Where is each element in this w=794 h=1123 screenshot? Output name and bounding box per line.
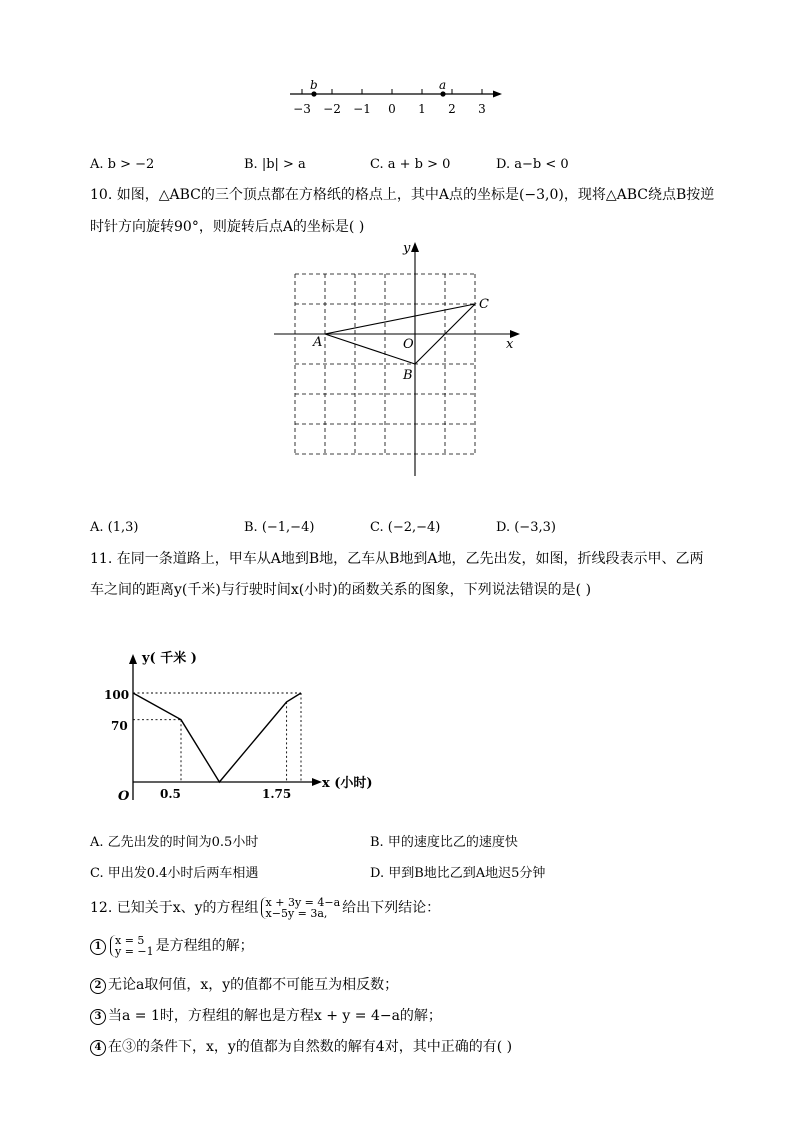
q9-option-a[interactable]: A. b > −2 [90, 157, 155, 172]
q9-option-b[interactable]: B. |b| > a [244, 157, 306, 172]
q11-option-d[interactable]: D. 甲到B地比乙到A地迟5分钟 [370, 866, 546, 881]
chart-y-label: y( 千米 ) [142, 651, 197, 666]
q9-option-c[interactable]: C. a + b > 0 [370, 157, 451, 172]
circled-number-3: 3 [90, 1009, 106, 1025]
q12-conclusion-4 [90, 1037, 512, 1057]
q10-option-a[interactable]: A. (1,3) [90, 520, 139, 535]
point-b-label: b [310, 78, 318, 92]
vertex-a-label: A [313, 335, 323, 350]
q11-option-a[interactable]: A. 乙先出发的时间为0.5小时 [90, 835, 259, 850]
distance-polyline [133, 693, 301, 782]
vertex-b-label: B [403, 368, 413, 383]
chart-x-tick-0-5: 0.5 [160, 787, 181, 801]
chart-origin-label: O [118, 789, 130, 804]
circled-number-4: 4 [90, 1040, 106, 1056]
q10-option-b[interactable]: B. (−1,−4) [244, 520, 315, 535]
chart-x-label: x (小时) [322, 776, 373, 791]
q11-text-line2: 车之间的距离y(千米)与行驶时间x(小时)的函数关系的图象，下列说法错误的是( ) [90, 582, 592, 598]
q10-option-c[interactable]: C. (−2,−4) [370, 520, 441, 535]
number-line-tick-label: 2 [448, 102, 456, 116]
number-line-tick-label: −1 [353, 102, 371, 116]
number-line-tick-label: 1 [418, 102, 426, 116]
y-axis-label: y [403, 241, 411, 256]
q11-option-b[interactable]: B. 甲的速度比乙的速度快 [370, 835, 518, 850]
q10-text-line2: 时针方向旋转90°，则旋转后点A的坐标是( ) [90, 219, 365, 235]
number-line-figure [280, 78, 510, 118]
q9-option-d[interactable]: D. a−b < 0 [496, 157, 569, 172]
q12-stem [90, 897, 440, 919]
q12-c1-eq2: y = −1 [115, 945, 154, 958]
chart-y-tick-70: 70 [111, 719, 128, 733]
q12-eq1: x + 3y = 4−a [265, 896, 341, 909]
number-line-tick-label: −3 [293, 102, 311, 116]
q12-c4-text: 在③的条件下，x，y的值都为自然数的解有4对，其中正确的有( ) [108, 1039, 513, 1055]
x-axis-label: x [506, 337, 514, 352]
q12-conclusion-2 [90, 975, 398, 995]
circled-number-1: 1 [90, 939, 106, 955]
q10-text-line1: 10. 如图，△ABC的三个顶点都在方格纸的格点上，其中A点的坐标是(−3,0)，现将△ABC绕点B按逆 [90, 187, 715, 203]
distance-time-chart [100, 640, 390, 810]
q12-suffix: 给出下列结论： [342, 900, 441, 916]
q12-conclusion-1 [90, 935, 254, 957]
origin-label: O [403, 337, 414, 352]
grid-triangle-figure [270, 238, 530, 480]
q12-c2-text: 无论a取何值，x，y的值都不可能互为相反数； [108, 977, 399, 993]
number-line-tick-label: 0 [388, 102, 396, 116]
chart-x-tick-1-75: 1.75 [262, 787, 292, 801]
q11-option-c[interactable]: C. 甲出发0.4小时后两车相遇 [90, 866, 259, 881]
q12-c3-text: 当a = 1时，方程组的解也是方程x + y = 4−a的解； [108, 1008, 442, 1024]
point-a-label: a [439, 78, 447, 92]
chart-y-tick-100: 100 [104, 688, 130, 702]
number-line-tick-label: 3 [478, 102, 486, 116]
q12-c1-text: 是方程组的解； [155, 938, 254, 954]
point-b-marker [311, 91, 316, 96]
q12-c1-system [110, 935, 154, 957]
q12-conclusion-3 [90, 1006, 442, 1026]
number-line-tick-label: −2 [323, 102, 341, 116]
q12-c1-eq1: x = 5 [115, 934, 145, 947]
q10-option-d[interactable]: D. (−3,3) [496, 520, 556, 535]
circled-number-2: 2 [90, 978, 106, 994]
vertex-c-label: C [479, 297, 489, 312]
q12-eq2: x−5y = 3a, [265, 907, 328, 920]
point-a-marker [440, 91, 445, 96]
q12-equation-system [261, 897, 341, 919]
q12-prefix: 12. 已知关于x、y的方程组 [90, 900, 259, 916]
q11-text-line1: 11. 在同一条道路上，甲车从A地到B地，乙车从B地到A地，乙先出发，如图，折线段表示甲、乙两 [90, 551, 704, 567]
